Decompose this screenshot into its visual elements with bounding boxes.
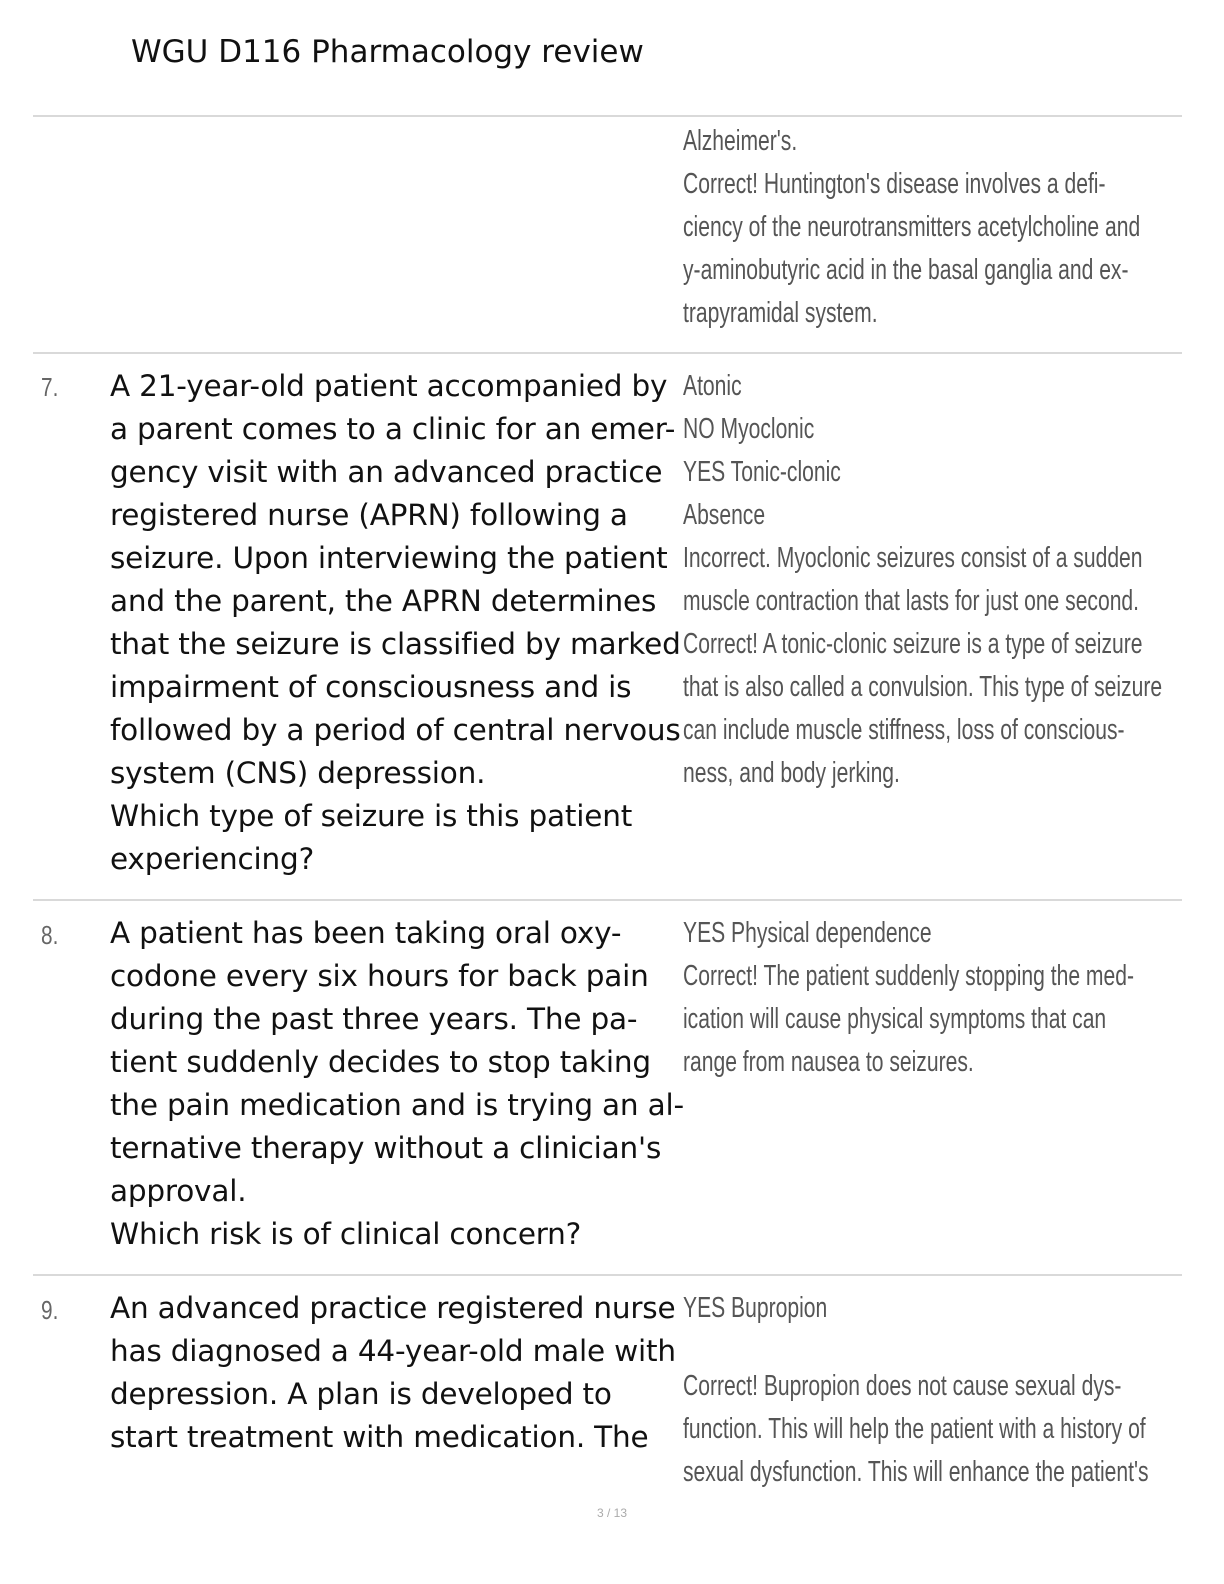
question-line: gency visit with an advanced practice [110, 455, 663, 489]
question-line: and the parent, the APRN determines [110, 584, 657, 618]
question-line: that the seizure is classified by marked [110, 627, 681, 661]
question-line: Which type of seizure is this patient [110, 799, 633, 833]
document-title: WGU D116 Pharmacology review [131, 34, 644, 70]
question-line: system (CNS) depression. [110, 756, 486, 790]
answer-block [683, 1287, 1203, 1494]
answer-feedback: function. This will help the patient with a history of [683, 1413, 1146, 1445]
question-number: 7. [41, 372, 59, 402]
answer-line: Alzheimer's. [683, 125, 798, 157]
answer-line: ciency of the neurotransmitters acetylcholine and [683, 211, 1141, 243]
question-text [110, 365, 680, 881]
answer-feedback: sexual dysfunction. This will enhance the patient's [683, 1456, 1149, 1488]
question-text [110, 912, 684, 1256]
question-line: Which risk is of clinical concern? [110, 1217, 582, 1251]
question-line: depression. A plan is developed to [110, 1377, 612, 1411]
question-line: impairment of consciousness and is [110, 670, 632, 704]
question-line: codone every six hours for back pain [110, 959, 649, 993]
row-divider [33, 352, 1182, 354]
prev-answer-block [683, 120, 1203, 335]
question-line: A 21-year-old patient accompanied by [110, 369, 668, 403]
answer-feedback: ication will cause physical symptoms that can [683, 1003, 1107, 1035]
answer-feedback: ness, and body jerking. [683, 757, 900, 789]
answer-line: Correct! Huntington's disease involves a defi- [683, 168, 1106, 200]
answer-option: Absence [683, 499, 766, 531]
question-line: A patient has been taking oral oxy- [110, 916, 622, 950]
answer-option: YES Bupropion [683, 1292, 828, 1324]
answer-feedback: Incorrect. Myoclonic seizures consist of a sudden [683, 542, 1143, 574]
answer-option: Atonic [683, 370, 742, 402]
question-line: An advanced practice registered nurse [110, 1291, 676, 1325]
row-divider [33, 115, 1182, 117]
question-line: during the past three years. The pa- [110, 1002, 638, 1036]
page-number: 3 / 13 [596, 1506, 628, 1520]
question-line: registered nurse (APRN) following a [110, 498, 628, 532]
answer-feedback: can include muscle stiffness, loss of conscious- [683, 714, 1125, 746]
answer-block [683, 912, 1203, 1084]
question-line: tient suddenly decides to stop taking [110, 1045, 651, 1079]
answer-option: YES Physical dependence [683, 917, 932, 949]
question-line: seizure. Upon interviewing the patient [110, 541, 668, 575]
question-line: a parent comes to a clinic for an emer- [110, 412, 676, 446]
question-line: start treatment with medication. The [110, 1420, 649, 1454]
question-line: experiencing? [110, 842, 315, 876]
answer-feedback: Correct! The patient suddenly stopping the med- [683, 960, 1134, 992]
question-number: 9. [41, 1295, 59, 1325]
answer-line: trapyramidal system. [683, 297, 878, 329]
question-number: 8. [41, 920, 59, 950]
question-line: ternative therapy without a clinician's [110, 1131, 662, 1165]
question-line: approval. [110, 1174, 247, 1208]
answer-option: YES Tonic-clonic [683, 456, 841, 488]
row-divider [33, 1274, 1182, 1276]
question-line: has diagnosed a 44-year-old male with [110, 1334, 676, 1368]
answer-feedback: Correct! A tonic-clonic seizure is a type of seizure [683, 628, 1143, 660]
question-line: followed by a period of central nervous [110, 713, 681, 747]
question-line: the pain medication and is trying an al- [110, 1088, 684, 1122]
answer-feedback: that is also called a convulsion. This type of seizure [683, 671, 1163, 703]
answer-feedback: muscle contraction that lasts for just one second. [683, 585, 1140, 617]
answer-feedback: Correct! Bupropion does not cause sexual dys- [683, 1370, 1122, 1402]
answer-feedback: range from nausea to seizures. [683, 1046, 974, 1078]
answer-block [683, 365, 1203, 795]
answer-option: NO Myoclonic [683, 413, 815, 445]
answer-spacer [683, 1330, 1203, 1365]
question-text [110, 1287, 680, 1459]
row-divider [33, 899, 1182, 901]
answer-line: y-aminobutyric acid in the basal ganglia and ex- [683, 254, 1129, 286]
